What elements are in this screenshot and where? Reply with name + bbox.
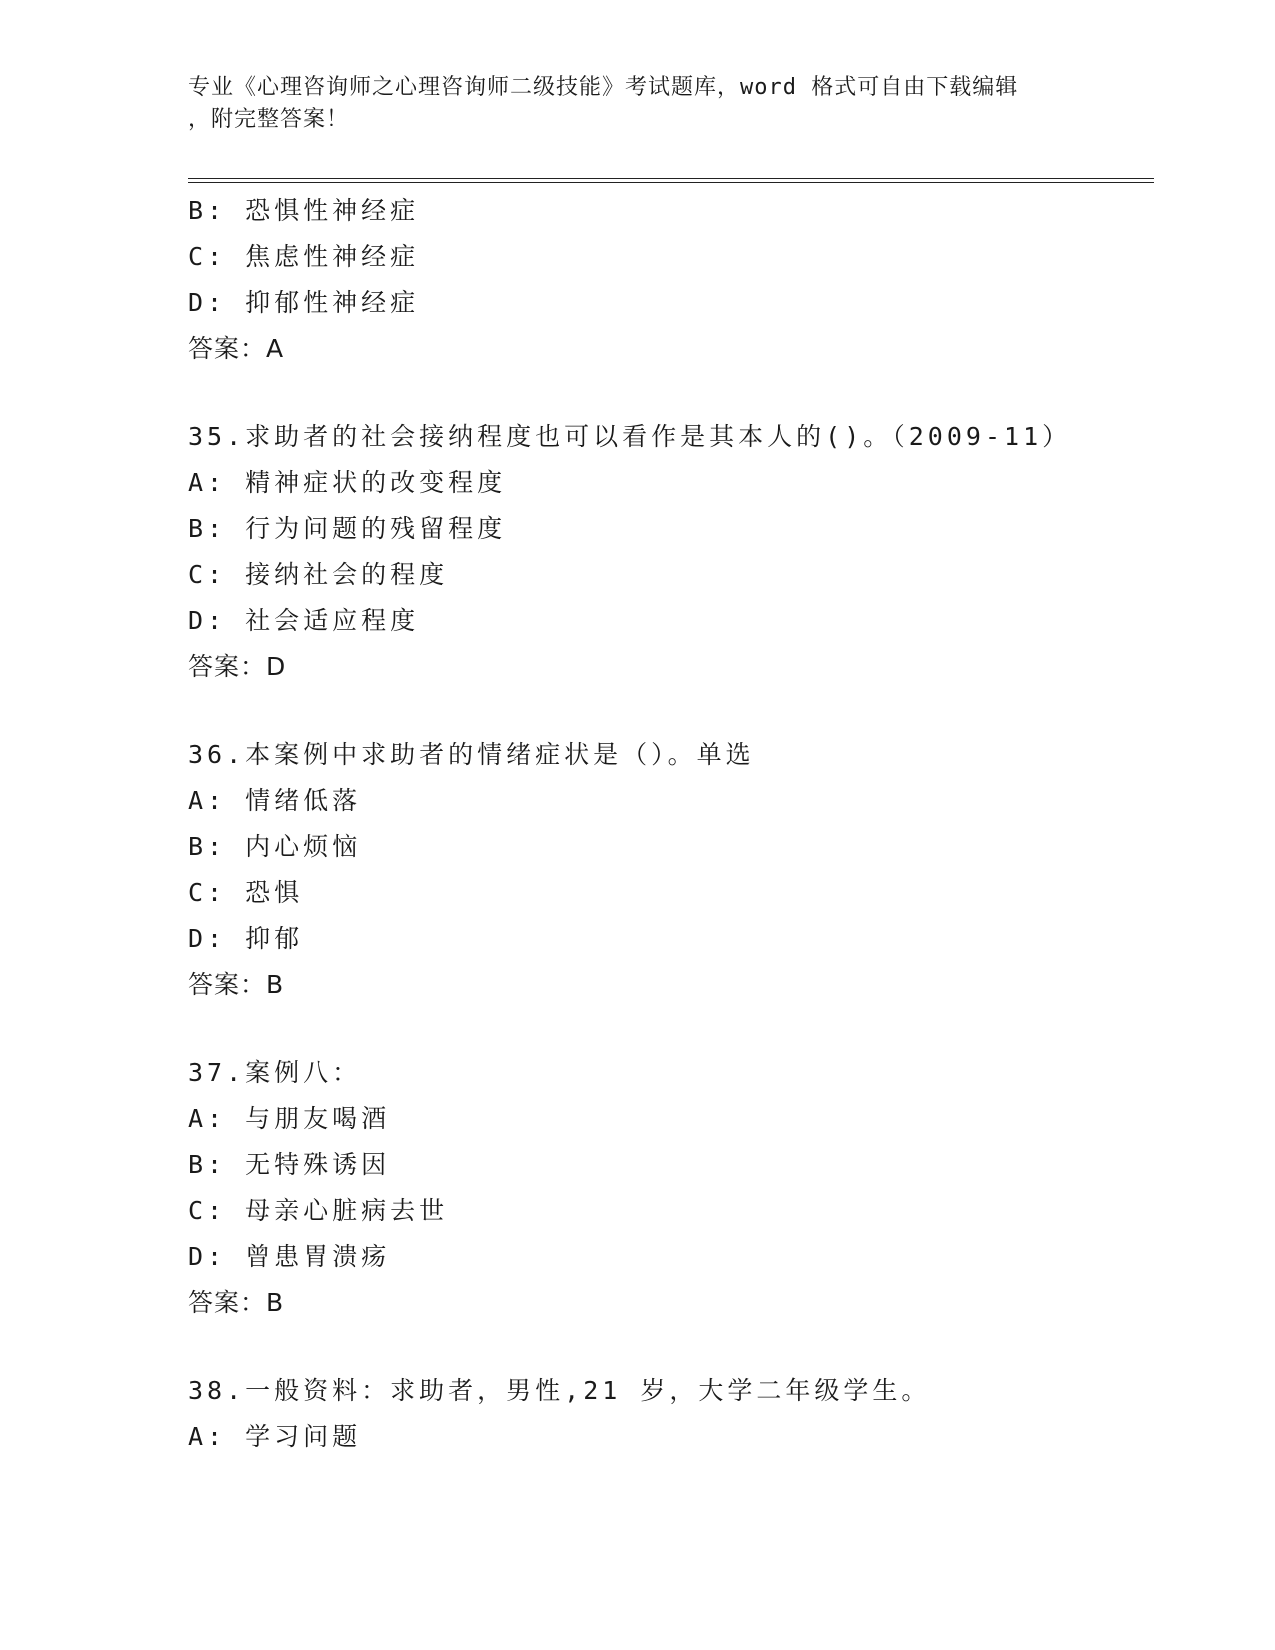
option-d: D: 抑郁性神经症 bbox=[188, 288, 420, 317]
question-stem: 37.案例八： bbox=[188, 1058, 362, 1087]
option-b: B: 无特殊诱因 bbox=[188, 1150, 391, 1179]
header-rule-top bbox=[188, 178, 1154, 179]
answer-line: 答案：B bbox=[188, 970, 285, 999]
question-block-36 bbox=[188, 732, 1148, 1008]
option-c: C: 恐惧 bbox=[188, 878, 304, 907]
option-b: B: 内心烦恼 bbox=[188, 832, 362, 861]
option-d: D: 社会适应程度 bbox=[188, 606, 420, 635]
question-block-35 bbox=[188, 414, 1148, 690]
question-list bbox=[188, 188, 1148, 1460]
question-stem: 35.求助者的社会接纳程度也可以看作是其本人的()。（2009-11） bbox=[188, 422, 1072, 451]
option-b: B: 行为问题的残留程度 bbox=[188, 514, 507, 543]
question-block-continued bbox=[188, 188, 1148, 372]
question-block-37 bbox=[188, 1050, 1148, 1326]
option-a: A: 精神症状的改变程度 bbox=[188, 468, 507, 497]
option-c: C: 焦虑性神经症 bbox=[188, 242, 420, 271]
option-c: C: 接纳社会的程度 bbox=[188, 560, 449, 589]
header-rule-bottom bbox=[188, 182, 1154, 183]
question-stem: 38.一般资料：求助者，男性,21 岁，大学二年级学生。 bbox=[188, 1376, 931, 1405]
answer-line: 答案：B bbox=[188, 1288, 285, 1317]
question-block-38 bbox=[188, 1368, 1148, 1460]
header-line-1: 专业《心理咨询师之心理咨询师二级技能》考试题库，word 格式可自由下载编辑 bbox=[188, 75, 1019, 100]
question-stem: 36.本案例中求助者的情绪症状是（）。单选 bbox=[188, 740, 755, 769]
option-a: A: 与朋友喝酒 bbox=[188, 1104, 391, 1133]
option-b: B: 恐惧性神经症 bbox=[188, 196, 420, 225]
header-line-2: ，附完整答案！ bbox=[188, 107, 350, 132]
option-d: D: 抑郁 bbox=[188, 924, 304, 953]
answer-line: 答案：D bbox=[188, 652, 287, 681]
option-d: D: 曾患胃溃疡 bbox=[188, 1242, 391, 1271]
page-header bbox=[188, 72, 1088, 136]
option-c: C: 母亲心脏病去世 bbox=[188, 1196, 449, 1225]
option-a: A: 情绪低落 bbox=[188, 786, 362, 815]
answer-line: 答案：A bbox=[188, 334, 285, 363]
option-a: A: 学习问题 bbox=[188, 1422, 362, 1451]
